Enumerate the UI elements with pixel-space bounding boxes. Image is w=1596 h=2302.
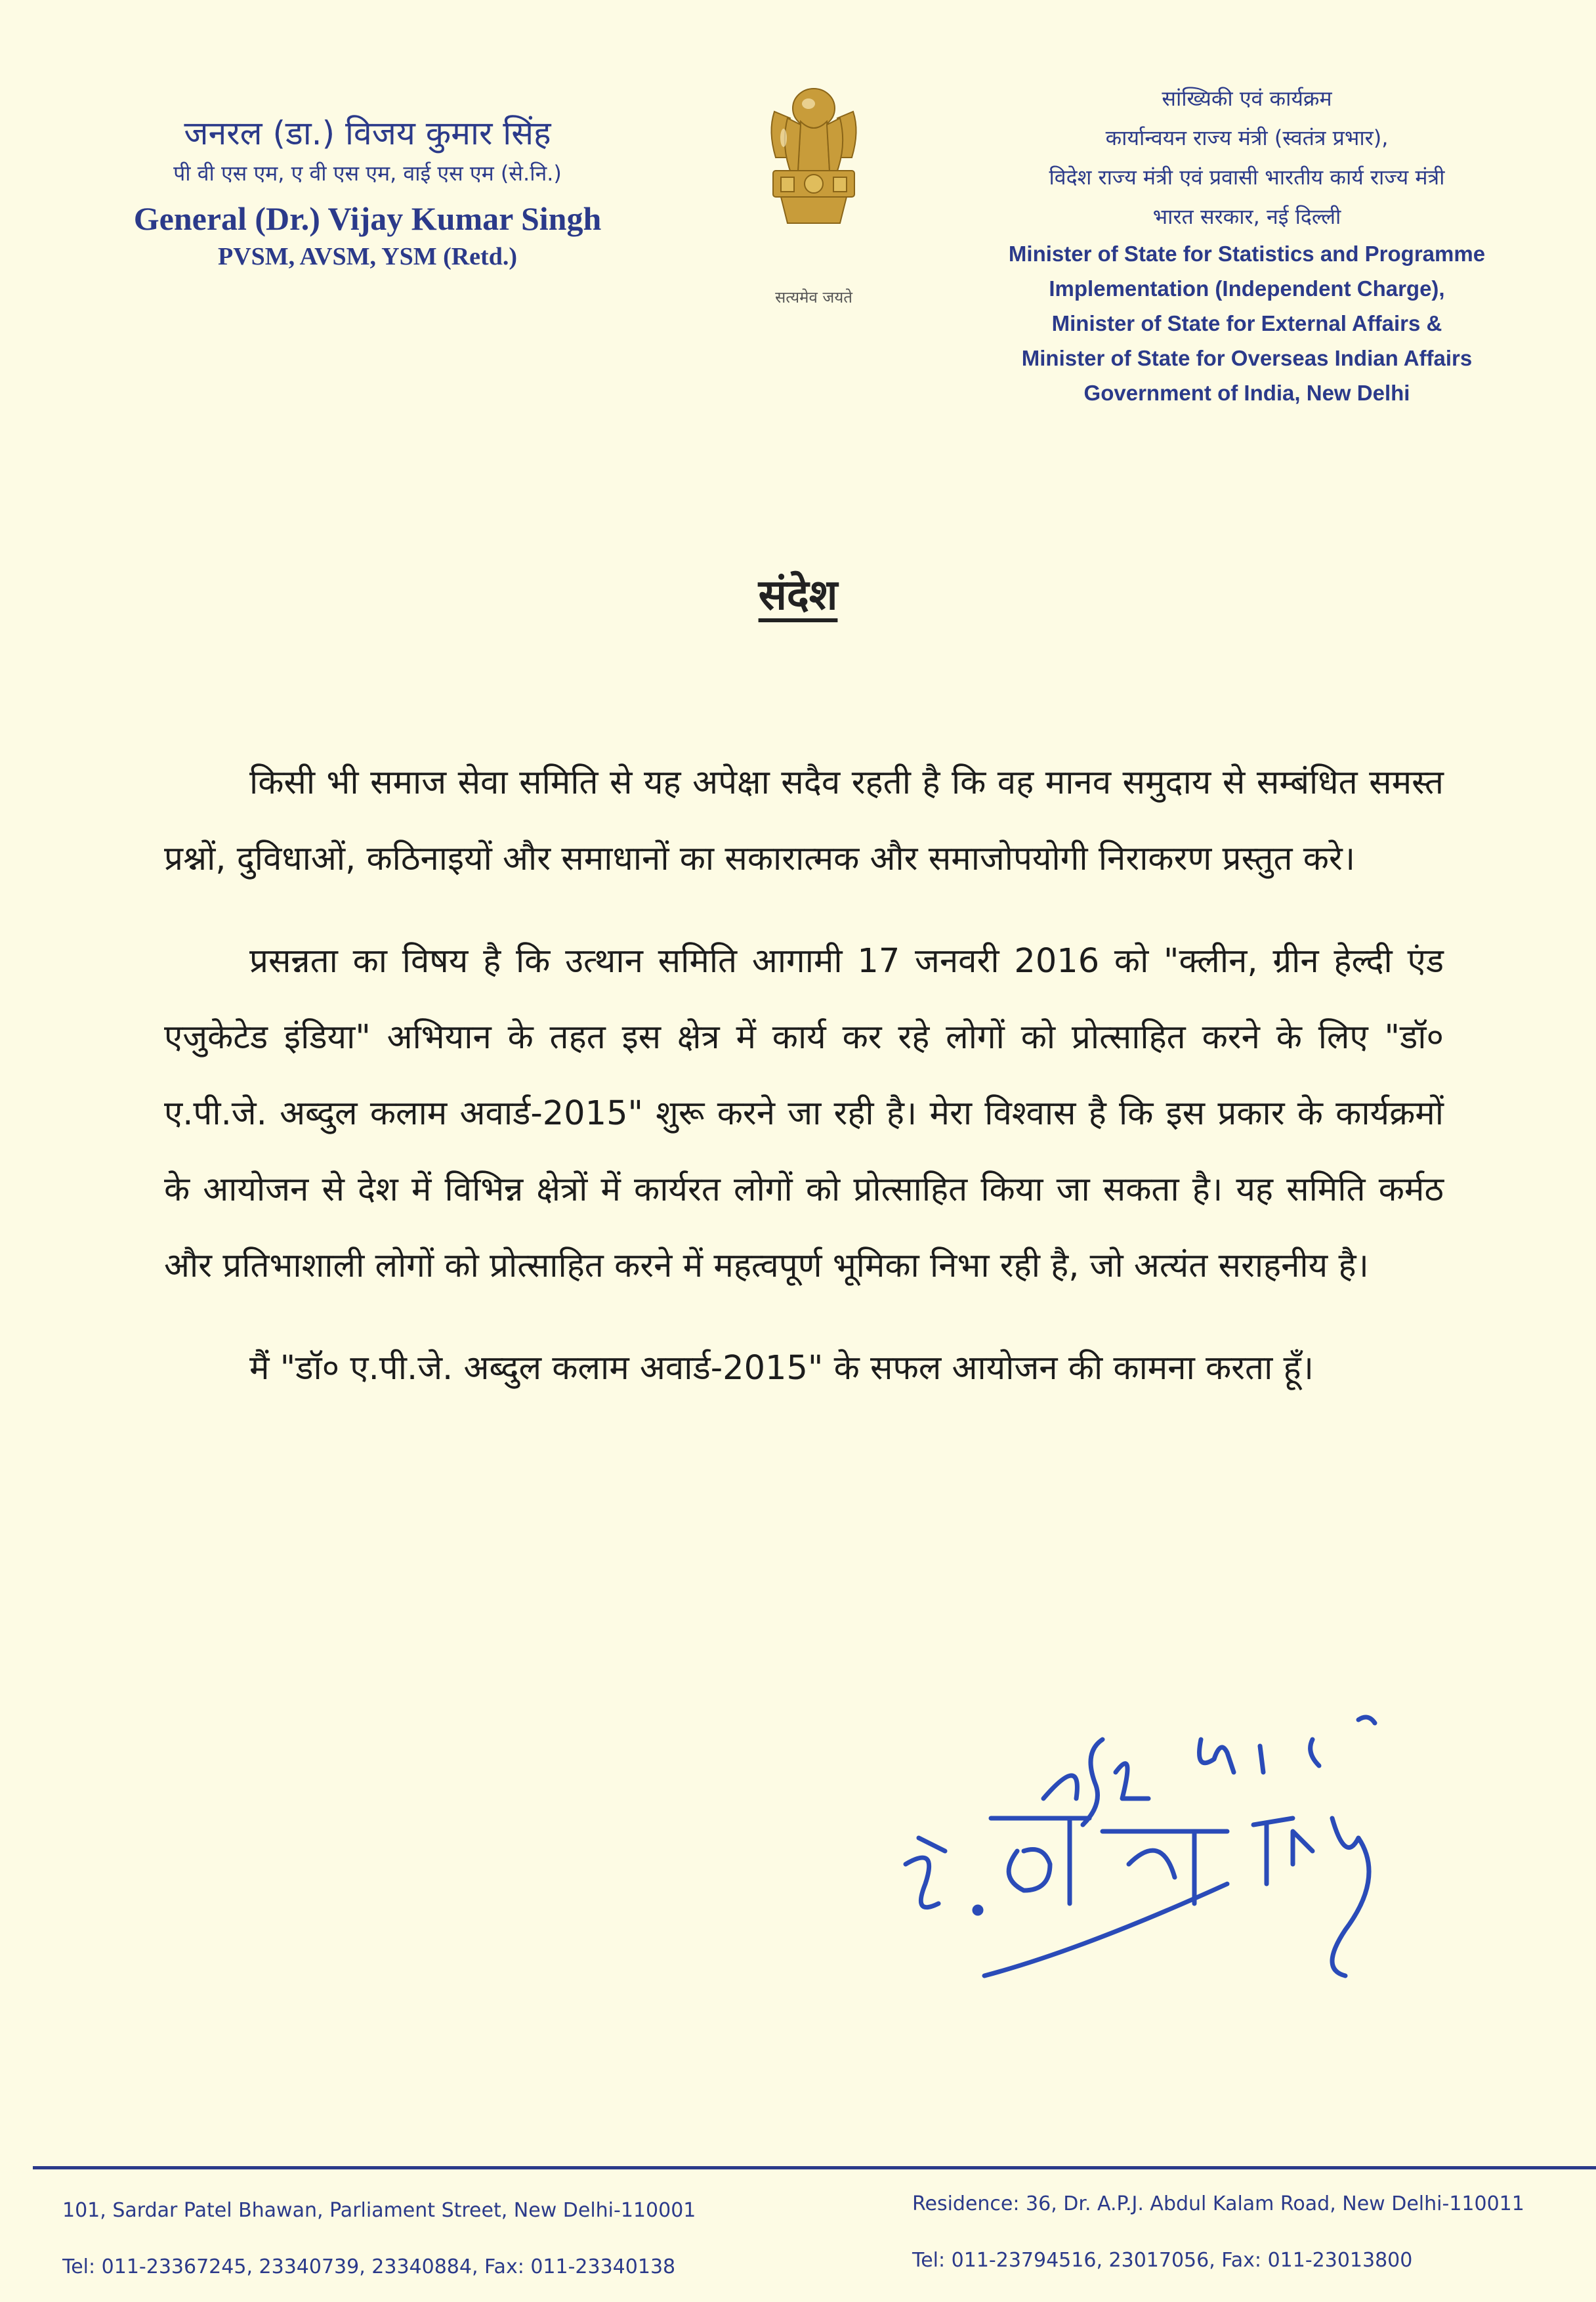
message-title-text: संदेश [758,571,838,620]
national-emblem [735,72,892,308]
name-english: General (Dr.) Vijay Kumar Singh [133,200,602,237]
message-body [164,745,1444,1433]
national-emblem-icon [761,72,866,282]
ministry-english-line: Government of India, New Delhi [1083,381,1410,405]
letterhead-right [938,79,1555,410]
body-paragraph: प्रसन्नता का विषय है कि उत्थान समिति आगामी 17 जनवरी 2016 को "क्लीन, ग्रीन हेल्दी एंड एजुकेटेड इंडिया" अभियान के तहत इस क्षेत्र में कार्य कर रहे लोगों को प्रोत्साहित करने के लिए "डॉ० ए.पी.जे. अब्दुल कलाम अवार्ड-2015" शुरू करने जा रही है। मेरा विश्वास है कि इस प्रकार के कार्यक्रमों के आयोजन से देश में विभिन्न क्षेत्रों में कार्यरत लोगों को प्रोत्साहित किया जा सकता है। यह समिति कर्मठ और प्रतिभाशाली लोगों को प्रोत्साहित करने में महत्वपूर्ण भूमिका निभा रही है, जो अत्यंत सराहनीय है। [164,942,1444,1285]
emblem-motto: सत्यमेव जयते [775,288,852,307]
name-hindi: जनरल (डा.) विजय कुमार सिंह [184,114,551,152]
footer-office [62,2196,850,2282]
handwritten-signature [886,1667,1477,2009]
ministry-hindi-line: विदेश राज्य मंत्री एवं प्रवासी भारतीय कार्य राज्य मंत्री [1049,165,1445,190]
office-telephone: Tel: 011-23367245, 23340739, 23340884, Fax: 011-23340138 [62,2255,676,2278]
ministry-hindi-line: भारत सरकार, नई दिल्ली [1152,204,1341,229]
residence-telephone: Tel: 011-23794516, 23017056, Fax: 011-23013800 [912,2249,1413,2272]
ministry-hindi-line: सांख्यिकी एवं कार्यक्रम [1162,86,1332,111]
decorations-hindi: पी वी एस एम, ए वी एस एम, वाई एस एम (से.नि.) [173,161,562,186]
message-title [0,565,1596,622]
footer-residence [912,2189,1568,2276]
ministry-english-line: Minister of State for Overseas Indian Affairs [1021,346,1473,370]
footer-divider [33,2166,1596,2169]
residence-address: Residence: 36, Dr. A.P.J. Abdul Kalam Road, New Delhi-110011 [912,2192,1524,2215]
ministry-hindi-line: कार्यान्वयन राज्य मंत्री (स्वतंत्र प्रभार), [1105,125,1389,150]
body-paragraph: मैं "डॉ० ए.पी.जे. अब्दुल कलाम अवार्ड-2015" के सफल आयोजन की कामना करता हूँ। [249,1349,1314,1388]
office-address: 101, Sardar Patel Bhawan, Parliament Street, New Delhi-110001 [62,2199,696,2222]
ministry-english-line: Implementation (Independent Charge), [1049,276,1445,301]
ministry-english-line: Minister of State for External Affairs & [1051,311,1442,335]
body-paragraph: किसी भी समाज सेवा समिति से यह अपेक्षा सदैव रहती है कि वह मानव समुदाय से सम्बंधित समस्त प्रश्नों, दुविधाओं, कठिनाइयों और समाधानों का सकारात्मक और समाजोपयोगी निराकरण प्रस्तुत करे। [164,763,1444,878]
decorations-english: PVSM, AVSM, YSM (Retd.) [218,243,517,270]
ministry-english-line: Minister of State for Statistics and Programme [1008,242,1486,266]
letterhead-left [85,112,650,272]
